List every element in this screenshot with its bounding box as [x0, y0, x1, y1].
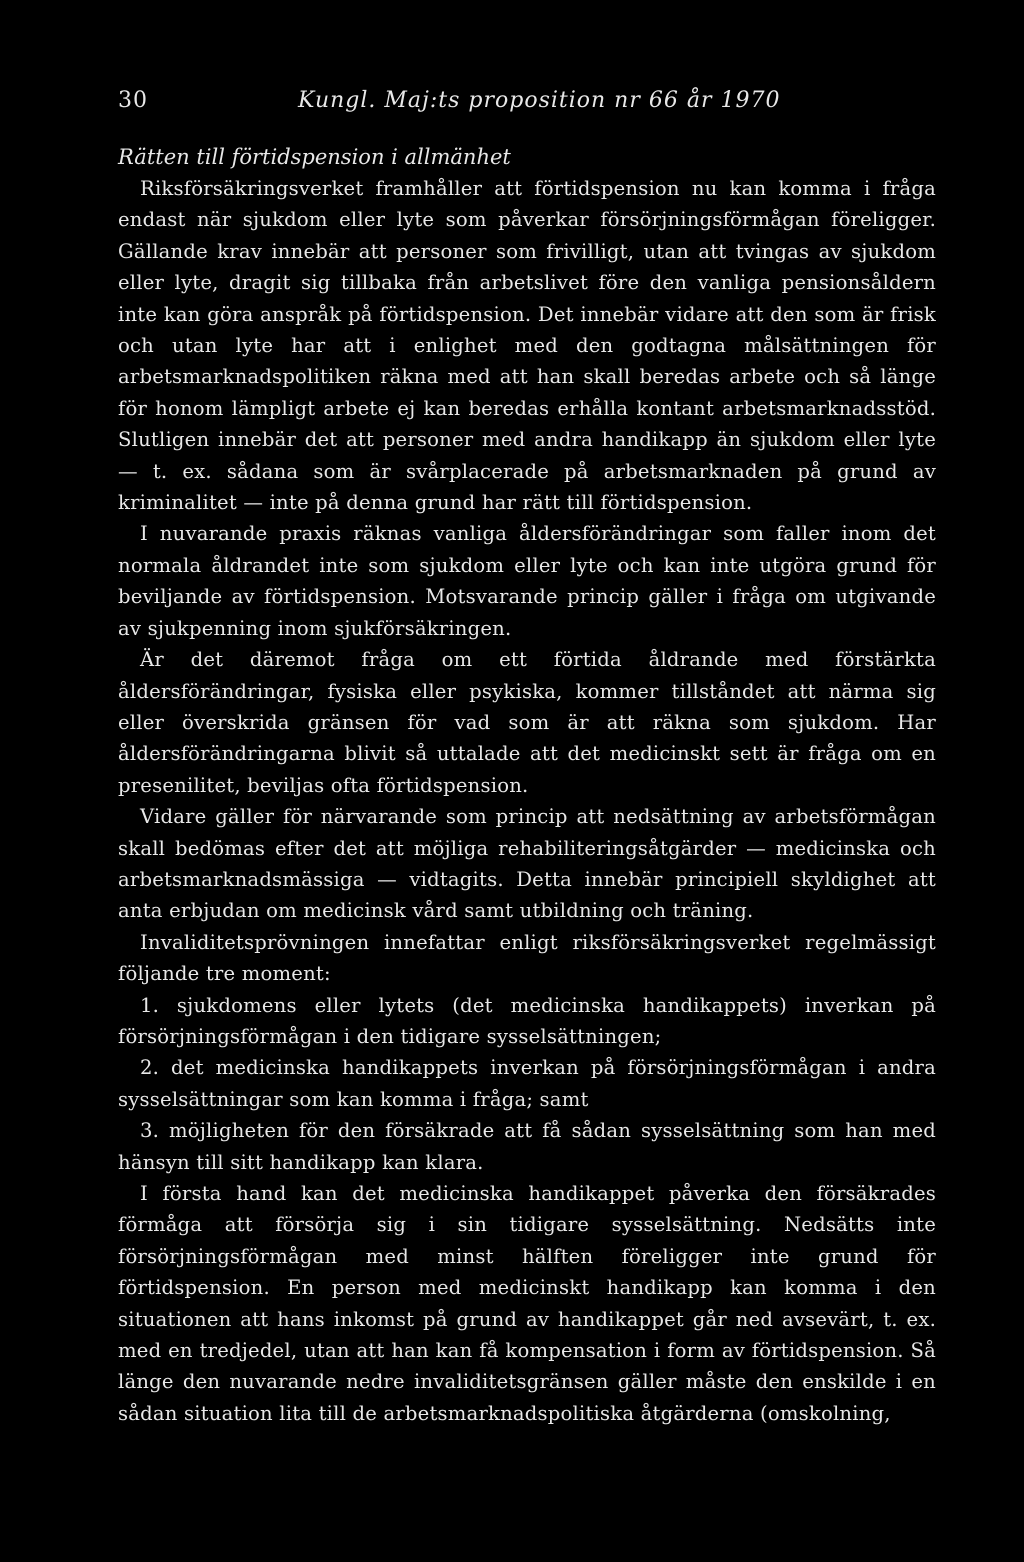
list-item-1: 1. sjukdomens eller lytets (det medicinska handikappets) inverkan på försörjningsförmågan i den tidigare sysselsättningen;: [118, 993, 936, 1048]
running-title: Kungl. Maj:ts proposition nr 66 år 1970: [298, 88, 781, 113]
paragraph-4: Vidare gäller för närvarande som princip att nedsättning av arbetsförmågan skall bedömas efter det att möjliga rehabiliteringsåtgärder — medicinska och arbetsmarknadsmässiga — vidtagits. Detta innebär principiell skyldighet att anta erbjudan om medicinsk vård samt utbildning och träning.: [118, 805, 936, 923]
paragraph-2: I nuvarande praxis räknas vanliga åldersförändringar som faller inom det normala åldrandet inte som sjukdom eller lyte och kan inte utgöra grund för beviljande av förtidspension. Motsvarande princip gäller i fråga om utgivande av sjukpenning inom sjukförsäkringen.: [118, 522, 936, 640]
page-header: [118, 88, 938, 122]
list-item-3: 3. möjligheten för den försäkrade att få sådan sysselsättning som han med hänsyn till sitt handikapp kan klara.: [118, 1119, 936, 1174]
section-heading: Rätten till förtidspension i allmänhet: [118, 145, 511, 169]
document-body: [118, 142, 936, 1429]
list-item-2: 2. det medicinska handikappets inverkan på försörjningsförmågan i andra sysselsättningar som kan komma i fråga; samt: [118, 1056, 936, 1111]
page-number: 30: [118, 88, 148, 113]
paragraph-1: Riksförsäkringsverket framhåller att förtidspension nu kan komma i fråga endast när sjukdom eller lyte som påverkar försörjningsförmågan föreligger. Gällande krav innebär att personer som frivilligt, utan att tvingas av sjukdom eller lyte, dragit sig tillbaka från arbetslivet före den vanliga pensionsåldern inte kan göra anspråk på förtidspension. Det innebär vidare att den som är frisk och utan lyte har att i enlighet med den godtagna målsättningen för arbetsmarknadspolitiken räkna med att han skall beredas arbete och så länge för honom lämpligt arbete ej kan beredas erhålla kontant arbetsmarknadsstöd. Slutligen innebär det att personer med andra handikapp än sjukdom eller lyte — t. ex. sådana som är svårplacerade på arbetsmarknaden på grund av kriminalitet — inte på denna grund har rätt till förtidspension.: [118, 177, 936, 515]
paragraph-final: I första hand kan det medicinska handikappet påverka den försäkrades förmåga att försörja sig i sin tidigare sysselsättning. Nedsätts inte försörjningsförmågan med minst hälften föreligger inte grund för förtidspension. En person med medicinskt handikapp kan komma i den situationen att hans inkomst på grund av handikappet går ned avsevärt, t. ex. med en tredjedel, utan att han kan få kompensation i form av förtidspension. Så länge den nuvarande nedre invaliditetsgränsen gäller måste den enskilde i en sådan situation lita till de arbetsmarknadspolitiska åtgärderna (omskolning,: [118, 1182, 936, 1425]
paragraph-5: Invaliditetsprövningen innefattar enligt riksförsäkringsverket regelmässigt följande tre moment:: [118, 930, 936, 986]
paragraph-3: Är det däremot fråga om ett förtida åldrande med förstärkta åldersförändringar, fysiska eller psykiska, kommer tillståndet att närma sig eller överskrida gränsen för vad som är att räkna som sjukdom. Har åldersförändringarna blivit så uttalade att det medicinskt sett är fråga om en presenilitet, beviljas ofta förtidspension.: [118, 648, 936, 797]
